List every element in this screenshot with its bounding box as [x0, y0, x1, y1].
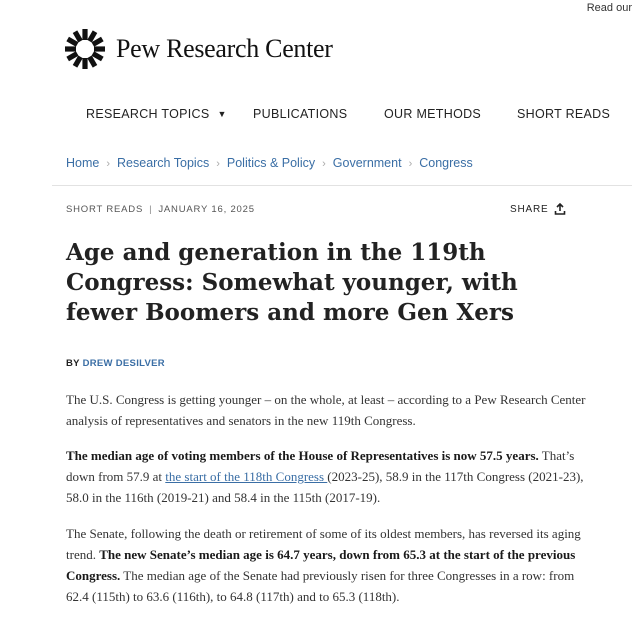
breadcrumb-politics-policy[interactable]: Politics & Policy [226, 156, 316, 170]
byline [66, 358, 165, 369]
article-paragraph-3 [66, 523, 586, 607]
paragraph-2-text-end: (2023-25), 58.9 in the 117th Congress (2021-23), 58.0 in the 116th (2019-21) and 58.4 in the 115th (2017-19). [66, 469, 584, 505]
breadcrumb-separator-icon: › [106, 158, 111, 170]
link-118th-congress[interactable]: the start of the 118th Congress [165, 469, 328, 484]
article-date: JANUARY 16, 2025 [158, 204, 255, 215]
share-label: SHARE [510, 203, 549, 215]
article-meta [66, 204, 255, 215]
breadcrumb [66, 156, 473, 170]
paragraph-3-highlight: The new Senate’s median age is 64.7 years, down from 65.3 at the start of the previous Congress. [66, 547, 576, 583]
brand-name: Pew Research Center [116, 34, 333, 63]
article-paragraph-2 [66, 445, 586, 508]
pew-logo[interactable] [64, 28, 333, 70]
breadcrumb-separator-icon: › [216, 158, 220, 170]
nav-our-methods[interactable]: OUR METHODS [384, 107, 482, 121]
nav-research-topics[interactable] [86, 107, 227, 121]
breadcrumb-congress[interactable]: Congress [419, 156, 473, 170]
caret-down-icon: ▼ [217, 109, 227, 119]
paragraph-2-text: That’s down from 57.9 at [66, 448, 575, 484]
paragraph-2-highlight: The median age of voting members of the House of Representatives is now 57.5 years. [66, 448, 539, 463]
article-category[interactable]: SHORT READS [66, 204, 144, 215]
breadcrumb-home[interactable]: Home [66, 156, 100, 170]
pew-starburst-icon [64, 28, 106, 70]
breadcrumb-separator-icon: › [408, 158, 413, 170]
divider [52, 185, 632, 186]
read-our-link[interactable]: Read our [586, 2, 632, 14]
share-icon [554, 203, 566, 215]
meta-separator: | [149, 204, 153, 215]
author-link[interactable]: DREW DESILVER [82, 358, 165, 369]
byline-prefix: BY [66, 358, 80, 369]
main-nav [0, 107, 632, 125]
nav-publications[interactable]: PUBLICATIONS [253, 107, 348, 121]
nav-research-topics-label: RESEARCH TOPICS [86, 107, 210, 121]
breadcrumb-separator-icon: › [322, 158, 326, 170]
article-title: Age and generation in the 119th Congress: Somewhat younger, with fewer Boomers and more Gen Xers [66, 239, 518, 326]
breadcrumb-government[interactable]: Government [332, 156, 402, 170]
breadcrumb-research-topics[interactable]: Research Topics [117, 156, 210, 170]
share-button[interactable] [510, 203, 566, 215]
nav-short-reads[interactable]: SHORT READS [517, 107, 611, 121]
article-paragraph-1: The U.S. Congress is getting younger – on the whole, at least – according to a Pew Research Center analysis of representatives and senators in the new 119th Congress. [66, 392, 586, 428]
paragraph-3-text: The Senate, following the death or retirement of some of its oldest members, has reversed its aging trend. [66, 526, 581, 562]
paragraph-3-text-end: The median age of the Senate had previously risen for three Congresses in a row: from 62.4 (115th) to 63.6 (116th), to 64.8 (117th) and to 65.3 (118th). [66, 568, 575, 604]
